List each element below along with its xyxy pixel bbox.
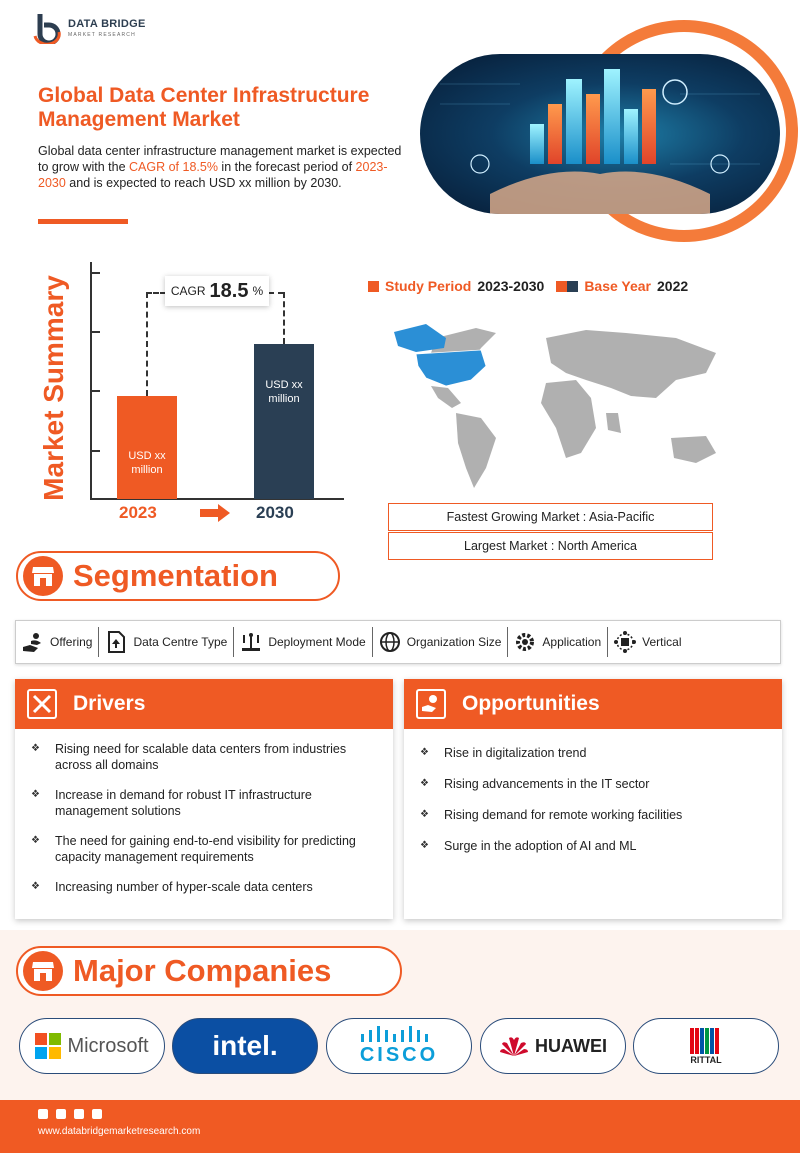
bullet-icon: ❖ (420, 747, 429, 758)
bullet-icon: ❖ (420, 809, 429, 820)
opportunities-header (404, 679, 782, 729)
hero-image (420, 54, 780, 214)
intel-logo (172, 1018, 318, 1074)
intro-period: 2023-2030 (38, 160, 388, 190)
companies-title: Major Companies (73, 953, 332, 988)
chart-y-axis (90, 262, 92, 500)
brand-name: DATA BRIDGE (68, 17, 146, 30)
brand-logo (32, 12, 146, 44)
intro-part1: Global data center infrastructure management market is expected to grow with the (38, 144, 402, 174)
segment-application (508, 627, 608, 657)
bar-2023: USD xx million (117, 396, 177, 499)
microsoft-squares-icon (35, 1033, 61, 1059)
year-2030-label: 2030 (256, 503, 294, 522)
opportunities-card (404, 679, 782, 919)
brand-tagline: MARKET RESEARCH (68, 31, 136, 38)
base-year-value: 2022 (657, 278, 689, 294)
network-icon (614, 631, 636, 653)
bullet-icon: ❖ (31, 835, 40, 846)
market-summary-label: Market Summary (38, 275, 69, 501)
year-2023-label: 2023 (119, 503, 157, 522)
store-icon (23, 951, 63, 991)
cagr-dash-top-left (146, 292, 166, 294)
segment-label: Organization Size (406, 635, 502, 649)
study-period-value: 2023-2030 (477, 278, 545, 294)
opportunity-text: Rising demand for remote working facilities (444, 808, 683, 822)
opportunity-item (420, 838, 766, 854)
tools-icon (27, 689, 57, 719)
driver-item (31, 879, 377, 895)
rittal-mark-icon (690, 1028, 722, 1054)
driver-item (31, 741, 377, 773)
facebook-icon[interactable] (56, 1109, 66, 1119)
twitter-icon[interactable] (74, 1109, 84, 1119)
driver-item (31, 833, 377, 865)
axis-tick (90, 390, 100, 392)
largest-market: Largest Market : North America (388, 532, 713, 560)
bullet-icon: ❖ (420, 840, 429, 851)
gear-icon (514, 631, 536, 653)
base-year-swatch (556, 281, 578, 292)
instagram-icon[interactable] (92, 1109, 102, 1119)
opportunity-text: Rising advancements in the IT sector (444, 777, 650, 791)
huawei-logo (480, 1018, 626, 1074)
segment-label: Offering (50, 635, 93, 649)
driver-text: Increasing number of hyper-scale data centers (55, 880, 313, 894)
whatsapp-icon[interactable] (38, 1109, 48, 1119)
opportunity-text: Rise in digitalization trend (444, 746, 587, 760)
huawei-text: HUAWEI (535, 1035, 607, 1056)
opportunity-item (420, 807, 766, 823)
rittal-text: RITTAL (690, 1054, 722, 1065)
globe-icon (379, 631, 401, 653)
cagr-label: CAGR (170, 284, 206, 298)
drivers-card (15, 679, 393, 919)
companies-heading (16, 946, 402, 996)
segmentation-heading (16, 551, 340, 601)
hand-coin-icon (416, 689, 446, 719)
huawei-petals-icon (499, 1034, 529, 1058)
fastest-growing-market: Fastest Growing Market : Asia-Pacific (388, 503, 713, 531)
antenna-icon (240, 631, 262, 653)
segmentation-bar (15, 620, 781, 664)
segment-label: Vertical (642, 635, 682, 649)
cagr-dash-top-right (268, 292, 284, 294)
cisco-logo (326, 1018, 472, 1074)
segment-label: Deployment Mode (268, 635, 366, 649)
brand-logo-icon (32, 12, 62, 44)
bullet-icon: ❖ (31, 743, 40, 754)
driver-item (31, 787, 377, 819)
cagr-dash-left (146, 292, 148, 396)
document-upload-icon (105, 631, 127, 653)
intro-part2: in the forecast period of (217, 160, 356, 174)
intro-cagr: CAGR of 18.5% (129, 160, 218, 174)
arrow-right-icon (200, 504, 230, 522)
segment-label: Data Centre Type (133, 635, 228, 649)
segment-label: Application (542, 635, 602, 649)
intel-text: intel. (212, 1030, 278, 1061)
hand-user-icon (22, 631, 44, 653)
drivers-header (15, 679, 393, 729)
page-title: Global Data Center Infrastructure Management Market (38, 84, 370, 131)
axis-tick (90, 331, 100, 333)
social-links (38, 1109, 102, 1119)
opportunity-item (420, 776, 766, 792)
opportunity-item (420, 745, 766, 761)
world-map (386, 318, 736, 493)
axis-tick (90, 450, 100, 452)
intro-part3: and is expected to reach USD xx million by 2030. (65, 176, 342, 190)
cisco-bars-icon (359, 1026, 439, 1044)
bullet-icon: ❖ (31, 789, 40, 800)
cagr-value: 18.5 (209, 279, 249, 302)
cagr-callout (165, 276, 269, 306)
opportunity-text: Surge in the adoption of AI and ML (444, 839, 637, 853)
cagr-unit: % (252, 284, 264, 298)
driver-text: Increase in demand for robust IT infrastructure management solutions (55, 788, 312, 818)
drivers-title: Drivers (73, 692, 146, 715)
intro-text (38, 143, 408, 191)
bar-2030: USD xx million (254, 344, 314, 499)
title-underline (38, 219, 128, 224)
driver-text: The need for gaining end-to-end visibility for predicting capacity management requirements (55, 834, 356, 864)
opportunities-title: Opportunities (462, 692, 600, 715)
rittal-logo (633, 1018, 779, 1074)
cisco-text: CISCO (359, 1043, 439, 1066)
store-icon (23, 556, 63, 596)
microsoft-text: Microsoft (67, 1034, 149, 1057)
segment-organization-size (373, 627, 509, 657)
axis-tick (90, 272, 100, 274)
segment-deployment-mode (234, 627, 372, 657)
legend (368, 278, 688, 294)
segment-data-centre-type (99, 627, 234, 657)
microsoft-logo (19, 1018, 165, 1074)
segment-vertical (608, 627, 687, 657)
segment-offering (16, 627, 99, 657)
bullet-icon: ❖ (420, 778, 429, 789)
base-year-label: Base Year (584, 278, 652, 294)
study-period-swatch (368, 281, 379, 292)
cagr-dash-right (283, 292, 285, 344)
study-period-label: Study Period (385, 278, 472, 294)
segmentation-title: Segmentation (73, 558, 278, 593)
bullet-icon: ❖ (31, 881, 40, 892)
driver-text: Rising need for scalable data centers from industries across all domains (55, 742, 347, 772)
footer-url-link[interactable]: www.databridgemarketresearch.com (38, 1126, 201, 1137)
